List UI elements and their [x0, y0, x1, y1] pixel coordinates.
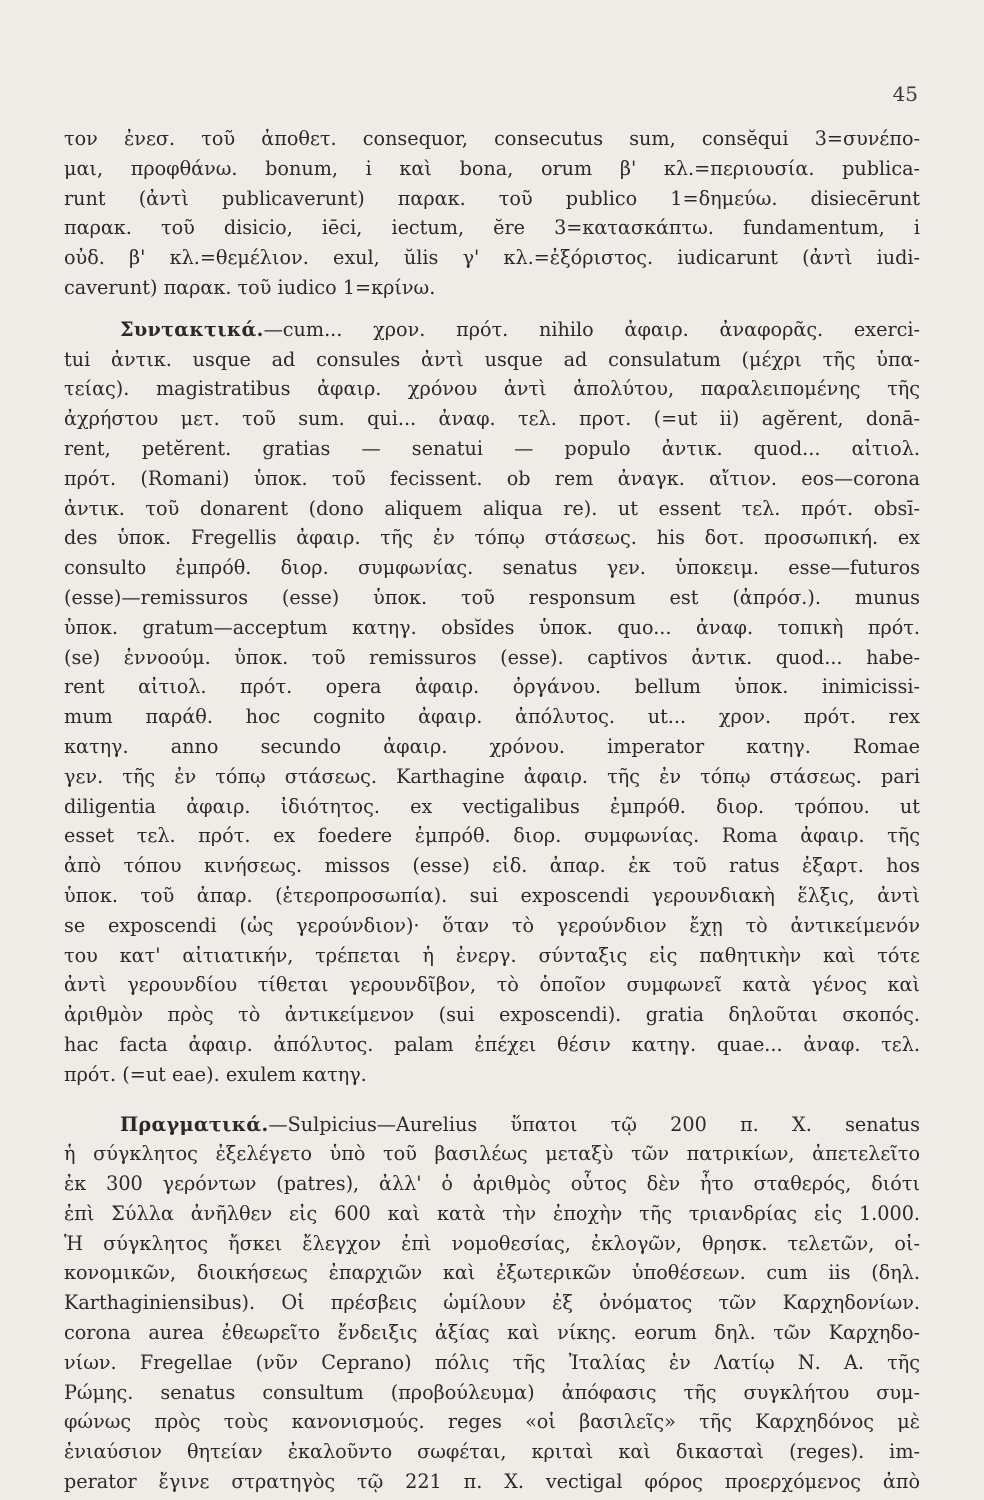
text-line: νίων. Fregellae (νῦν Ceprano) πόλις τῆς Ἰταλίας ἐν Λατίῳ Ν. Α. τῆς: [64, 1350, 920, 1374]
text-line: ἀχρήστου μετ. τοῦ sum. qui... ἀναφ. τελ. προτ. (=ut ii) agĕrent, donā-: [64, 407, 920, 431]
text-line: runt (ἀντὶ publicaverunt) παρακ. τοῦ publico 1=δημεύω. disiecērunt: [64, 186, 920, 210]
text-line: esset τελ. πρότ. ex foedere ἐμπρόθ. διορ. συμφωνίας. Roma ἀφαιρ. τῆς: [64, 824, 920, 848]
syntactic-paragraph: [64, 315, 920, 1090]
text-line: Ἡ σύγκλητος ἤσκει ἔλεγχον ἐπὶ νομοθεσίας, ἐκλογῶν, θρησκ. τελετῶν, οἰ-: [64, 1231, 920, 1255]
text-line: perator ἔγινε στρατηγὸς τῷ 221 π. Χ. vectigal φόρος προερχόμενος ἀπὸ: [64, 1470, 920, 1494]
text-line: ὑποκ. gratum—acceptum κατηγ. obsĭdes ὑποκ. quo... ἀναφ. τοπικὴ πρότ.: [64, 615, 920, 639]
text-line: ἀριθμὸν πρὸς τὸ ἀντικείμενον (sui exposcendi). gratia δηλοῦται σκοπός.: [64, 1003, 920, 1027]
text-line: παρακ. τοῦ disicio, iēci, iectum, ĕre 3=κατασκάπτω. fundamentum, i: [64, 216, 920, 240]
text-line: mum παράθ. hoc cognito ἀφαιρ. ἀπόλυτος. ut... χρον. πρότ. rex: [64, 705, 920, 729]
text-line: consulto ἐμπρόθ. διορ. συμφωνίας. senatus γεν. ὑποκειμ. esse—futuros: [64, 556, 920, 580]
text-line: ἀπὸ τόπου κινήσεως. missos (esse) εἰδ. ἀπαρ. ἐκ τοῦ ratus ἐξαρτ. hos: [64, 854, 920, 878]
text-line: corona aurea ἐθεωρεῖτο ἔνδειξις ἀξίας καὶ νίκης. eorum δηλ. τῶν Καρχηδο-: [64, 1321, 920, 1345]
text-line: tui ἀντικ. usque ad consules ἀντὶ usque ad consulatum (μέχρι τῆς ὑπα-: [64, 347, 920, 371]
factual-first-line: [64, 1110, 920, 1140]
vocabulary-paragraph: [64, 124, 920, 303]
text-line: des ὑποκ. Fregellis ἀφαιρ. τῆς ἐν τόπῳ στάσεως. his δοτ. προσωπική. ex: [64, 526, 920, 550]
text-line: rent αἰτιολ. πρότ. opera ἀφαιρ. ὀργάνου. bellum ὑποκ. inimicissi-: [64, 675, 920, 699]
text-line: τείας). magistratibus ἀφαιρ. χρόνου ἀντὶ ἀπολύτου, παραλειπομένης τῆς: [64, 377, 920, 401]
text-line: φώνως πρὸς τοὺς κανονισμούς. reges «οἱ βασιλεῖς» τῆς Καρχηδόνος μὲ: [64, 1410, 920, 1434]
text-line: caverunt) παρακ. τοῦ iudico 1=κρίνω.: [64, 275, 436, 299]
syntactic-first-line-text: —cum... χρον. πρότ. nihilo ἀφαιρ. ἀναφορᾶς. exerci-: [263, 317, 920, 341]
factual-heading: Πραγματικά.: [120, 1112, 269, 1136]
text-line: ἐνιαύσιον θητείαν ἐκαλοῦντο σωφέται, κριταὶ καὶ δικασταὶ (reges). im-: [64, 1440, 920, 1464]
text-line: (esse)—remissuros (esse) ὑποκ. τοῦ responsum est (ἀπρόσ.). munus: [64, 585, 920, 609]
text-line: rent, petĕrent. gratias — senatui — populo ἀντικ. quod... αἰτιολ.: [64, 436, 920, 460]
text-line: Ρώμης. senatus consultum (προβούλευμα) ἀπόφασις τῆς συγκλήτου συμ-: [64, 1380, 920, 1404]
factual-paragraph: [64, 1110, 920, 1497]
text-line: se exposcendi (ὡς γερούνδιον)· ὅταν τὸ γερούνδιον ἔχῃ τὸ ἀντικείμενόν: [64, 913, 920, 937]
syntactic-first-line: [64, 315, 920, 345]
text-line: ἐκ 300 γερόντων (patres), ἀλλ' ὁ ἀριθμὸς οὗτος δὲν ἦτο σταθερός, διότι: [64, 1172, 920, 1196]
syntactic-heading: Συντακτικά.: [120, 317, 264, 341]
text-line: Karthaginiensibus). Οἱ πρέσβεις ὡμίλουν ἐξ ὀνόματος τῶν Καρχηδονίων.: [64, 1291, 920, 1315]
text-line: ἡ σύγκλητος ἐξελέγετο ὑπὸ τοῦ βασιλέως μεταξὺ τῶν πατρικίων, ἀπετελεῖτο: [64, 1142, 920, 1166]
text-line: ἀντικ. τοῦ donarent (dono aliquem aliqua re). ut essent τελ. πρότ. obsī-: [64, 496, 920, 520]
text-line: μαι, προφθάνω. bonum, i καὶ bona, orum β' κλ.=περιουσία. publica-: [64, 156, 920, 180]
text-line: γεν. τῆς ἐν τόπῳ στάσεως. Karthagine ἀφαιρ. τῆς ἐν τόπῳ στάσεως. pari: [64, 764, 920, 788]
text-line: τον ἐνεσ. τοῦ ἀποθετ. consequor, consecutus sum, consĕqui 3=συνέπο-: [64, 127, 920, 150]
text-line: κονομικῶν, διοικήσεως ἐπαρχιῶν καὶ ἐξωτερικῶν ὑποθέσεων. cum iis (δηλ.: [64, 1261, 920, 1285]
text-line: ὑποκ. τοῦ ἀπαρ. (ἑτεροπροσωπία). sui exposcendi γερουνδιακὴ ἕλξις, ἀντὶ: [64, 883, 920, 907]
text-line: του κατ' αἰτιατικήν, τρέπεται ἡ ἐνεργ. σύνταξις εἰς παθητικὴν καὶ τότε: [64, 943, 920, 967]
text-line: hac facta ἀφαιρ. ἀπόλυτος. palam ἐπέχει θέσιν κατηγ. quae... ἀναφ. τελ.: [64, 1032, 920, 1056]
text-line: πρότ. (Romani) ὑποκ. τοῦ fecissent. ob rem ἀναγκ. αἴτιον. eos—corona: [64, 466, 920, 490]
text-line: πρότ. (=ut eae). exulem κατηγ.: [64, 1062, 367, 1086]
text-line: diligentia ἀφαιρ. ἰδιότητος. ex vectigalibus ἐμπρόθ. διορ. τρόπου. ut: [64, 794, 920, 818]
text-line: κατηγ. anno secundo ἀφαιρ. χρόνου. imperator κατηγ. Romae: [64, 734, 920, 758]
text-block: [64, 124, 920, 1497]
factual-first-line-text: —Sulpicius—Aurelius ὕπατοι τῷ 200 π. Χ. senatus: [268, 1112, 920, 1136]
text-line: ἐπὶ Σύλλα ἀνῆλθεν εἰς 600 καὶ κατὰ τὴν ἐποχὴν τῆς τριανδρίας εἰς 1.000.: [64, 1201, 920, 1225]
page-number: 45: [892, 82, 918, 106]
text-line: ἀντὶ γερουνδίου τίθεται γερουνδῖβον, τὸ ὁποῖον συμφωνεῖ κατὰ γένος καὶ: [64, 973, 920, 997]
text-line: οὐδ. β' κλ.=θεμέλιον. exul, ŭlis γ' κλ.=ἐξόριστος. iudicarunt (ἀντὶ iudi-: [64, 246, 920, 270]
text-line: (se) ἐννοούμ. ὑποκ. τοῦ remissuros (esse). captivos ἀντικ. quod... habe-: [64, 645, 920, 669]
